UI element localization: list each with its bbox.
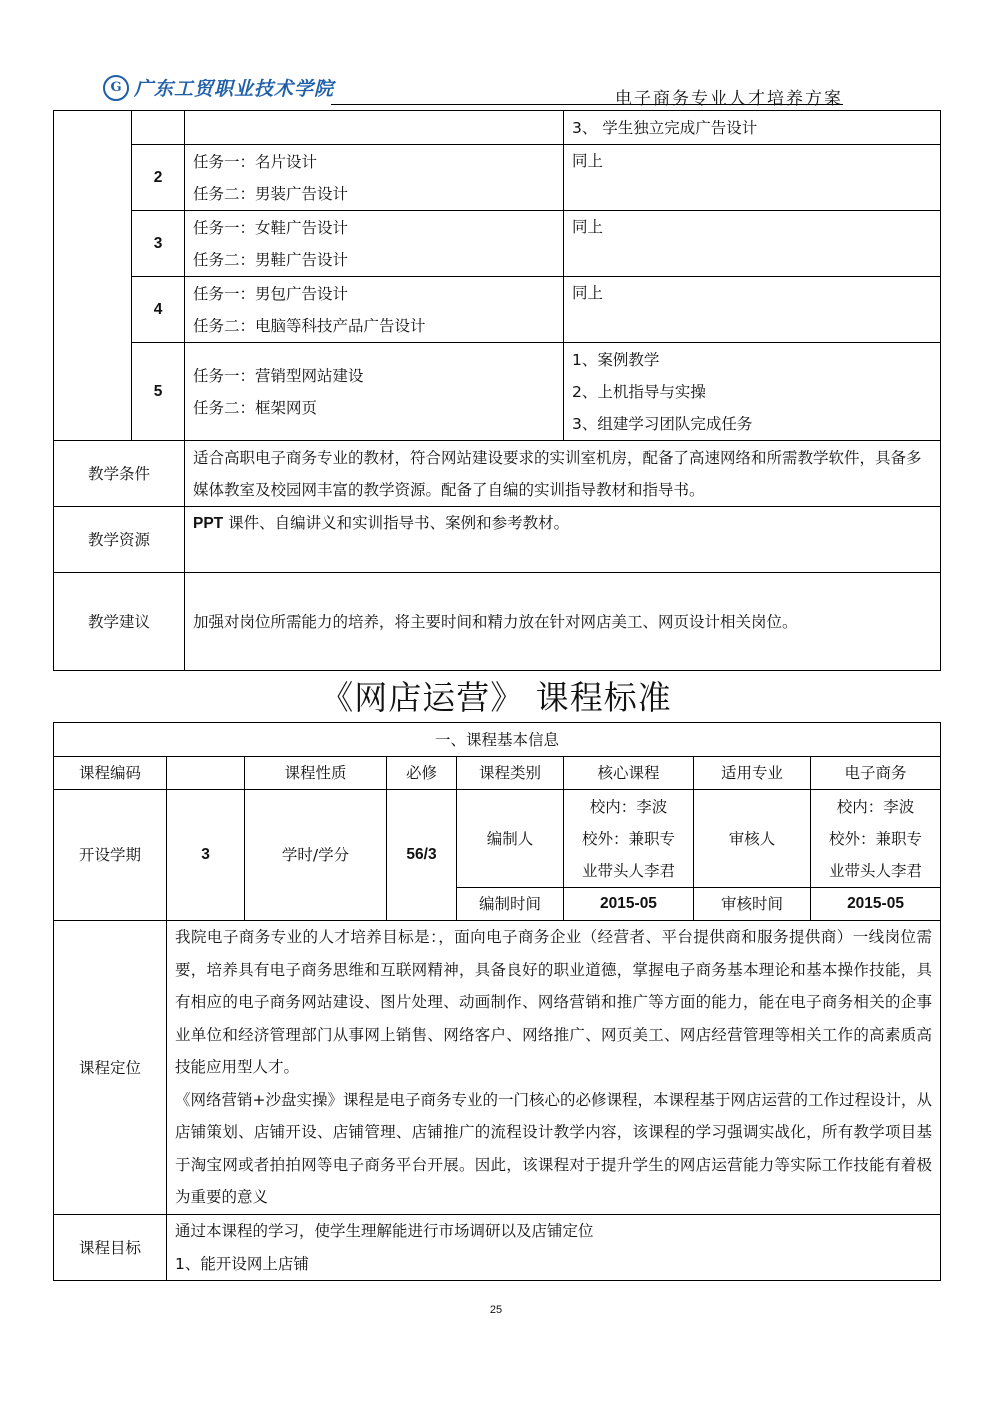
table-row <box>54 723 941 757</box>
author-label: 编制人 <box>457 790 564 888</box>
task-item: 任务二：男鞋广告设计 <box>193 250 349 269</box>
course-category-label: 课程类别 <box>457 757 564 790</box>
task-cell <box>185 277 564 343</box>
table-row <box>54 343 941 441</box>
advice-label: 教学建议 <box>54 573 185 671</box>
reviewer-line: 校外：兼职专 <box>829 829 923 848</box>
task-cell <box>185 145 564 211</box>
reviewer-line: 业带头人李君 <box>829 861 923 880</box>
positioning-text <box>167 921 941 1215</box>
positioning-label: 课程定位 <box>54 921 167 1215</box>
course-category-value: 核心课程 <box>564 757 694 790</box>
course-nature-label: 课程性质 <box>245 757 387 790</box>
number-cell: 2 <box>132 145 185 211</box>
conditions-label: 教学条件 <box>54 441 185 507</box>
table-row <box>54 211 941 277</box>
table-row <box>54 1215 941 1281</box>
conditions-text: 适合高职电子商务专业的教材，符合网站建设要求的实训室机房，配备了高速网络和所需教学软件，具备多媒体教室及校园网丰富的教学资源。配备了自编的实训指导教材和指导书。 <box>185 441 941 507</box>
number-cell: 5 <box>132 343 185 441</box>
course-nature-value: 必修 <box>387 757 457 790</box>
number-cell: 4 <box>132 277 185 343</box>
resources-label: 教学资源 <box>54 507 185 573</box>
resources-bold: PPT <box>193 515 224 532</box>
table-row <box>54 573 941 671</box>
school-emblem-icon: G <box>103 75 129 101</box>
task-item: 任务一：男包广告设计 <box>193 284 349 303</box>
author-line: 校外：兼职专 <box>581 829 675 848</box>
task-item: 任务二：框架网页 <box>193 398 318 417</box>
method-cell: 3、 学生独立完成广告设计 <box>564 111 941 145</box>
method-cell: 同上 <box>564 277 941 343</box>
table-row <box>54 145 941 211</box>
school-logo <box>103 74 334 101</box>
semester-value: 3 <box>167 790 245 921</box>
task-cell <box>185 343 564 441</box>
review-time-value: 2015-05 <box>811 888 941 921</box>
advice-text: 加强对岗位所需能力的培养，将主要时间和精力放在针对网店美工、网页设计相关岗位。 <box>185 573 941 671</box>
course-standard-title: 《网店运营》 课程标准 <box>320 678 672 717</box>
table-row <box>54 757 941 790</box>
number-cell: 3 <box>132 211 185 277</box>
method-cell <box>564 343 941 441</box>
section-heading: 一、课程基本信息 <box>54 723 941 757</box>
table-row <box>54 441 941 507</box>
author-line: 校内：李波 <box>589 797 668 816</box>
made-time-value: 2015-05 <box>564 888 694 921</box>
semester-label: 开设学期 <box>54 790 167 921</box>
school-name: 广东工贸职业技术学院 <box>134 78 335 100</box>
reviewer-line: 校内：李波 <box>836 797 915 816</box>
merged-label-cell <box>54 111 132 441</box>
reviewer-label: 审核人 <box>694 790 811 888</box>
positioning-paragraph: 《网络营销+沙盘实操》课程是电子商务专业的一门核心的必修课程，本课程基于网店运营的工作过程设计，从店铺策划、店铺开设、店铺管理、店铺推广的流程设计教学内容，该课程的学习强调实战化，所有教学项目基于淘宝网或者拍拍网等电子商务平台开展。因此，该课程对于提升学生的网店运营能力等实际工作技能有着极为重要的意义 <box>175 1090 933 1207</box>
table-row <box>54 111 941 145</box>
method-item: 2、上机指导与实操 <box>572 382 706 401</box>
positioning-paragraph: 我院电子商务专业的人才培养目标是：，面向电子商务企业（经营者、平台提供商和服务提供商）一线岗位需要，培养具有电子商务思维和互联网精神，具备良好的职业道德，掌握电子商务基本理论和基本操作技能，具有相应的电子商务网站建设、图片处理、动画制作、网络营销和推广等方面的能力，能在电子商务相关的企事业单位和经济管理部门从事网上销售、网络客户、网络推广、网页美工、网店经营管理等相关工作的高素质高技能应用型人才。 <box>175 928 933 1077</box>
goal-line: 通过本课程的学习，使学生理解能进行市场调研以及店铺定位 <box>175 1222 594 1240</box>
teaching-plan-table <box>53 110 941 671</box>
page-number: 25 <box>489 1304 503 1316</box>
method-cell: 同上 <box>564 211 941 277</box>
reviewer-value <box>811 790 941 888</box>
task-item: 任务二：男装广告设计 <box>193 184 349 203</box>
task-cell <box>185 111 564 145</box>
made-time-label: 编制时间 <box>457 888 564 921</box>
task-item: 任务一：营销型网站建设 <box>193 366 364 385</box>
goal-line: 1、能开设网上店铺 <box>175 1254 309 1273</box>
review-time-label: 审核时间 <box>694 888 811 921</box>
table-row <box>54 507 941 573</box>
resources-rest: 课件、自编讲义和实训指导书、案例和参考教材。 <box>223 514 570 532</box>
task-item: 任务二：电脑等科技产品广告设计 <box>193 316 426 335</box>
table-row <box>54 790 941 888</box>
major-value: 电子商务 <box>811 757 941 790</box>
author-value <box>564 790 694 888</box>
course-info-table <box>53 722 941 1281</box>
hours-label: 学时/学分 <box>245 790 387 921</box>
page-header <box>103 74 843 108</box>
method-item: 1、案例教学 <box>572 350 660 369</box>
table-row <box>54 921 941 1215</box>
number-cell <box>132 111 185 145</box>
course-code-label: 课程编码 <box>54 757 167 790</box>
goal-text <box>167 1215 941 1281</box>
course-code-value <box>167 757 245 790</box>
goal-label: 课程目标 <box>54 1215 167 1281</box>
document-title: 电子商务专业人才培养方案 <box>615 89 843 109</box>
method-cell: 同上 <box>564 145 941 211</box>
table-row <box>54 277 941 343</box>
major-label: 适用专业 <box>694 757 811 790</box>
resources-text <box>185 507 941 573</box>
method-item: 3、组建学习团队完成任务 <box>572 414 753 433</box>
task-item: 任务一：女鞋广告设计 <box>193 218 349 237</box>
task-cell <box>185 211 564 277</box>
author-line: 业带头人李君 <box>581 861 675 880</box>
task-item: 任务一：名片设计 <box>193 152 318 171</box>
hours-value: 56/3 <box>387 790 457 921</box>
